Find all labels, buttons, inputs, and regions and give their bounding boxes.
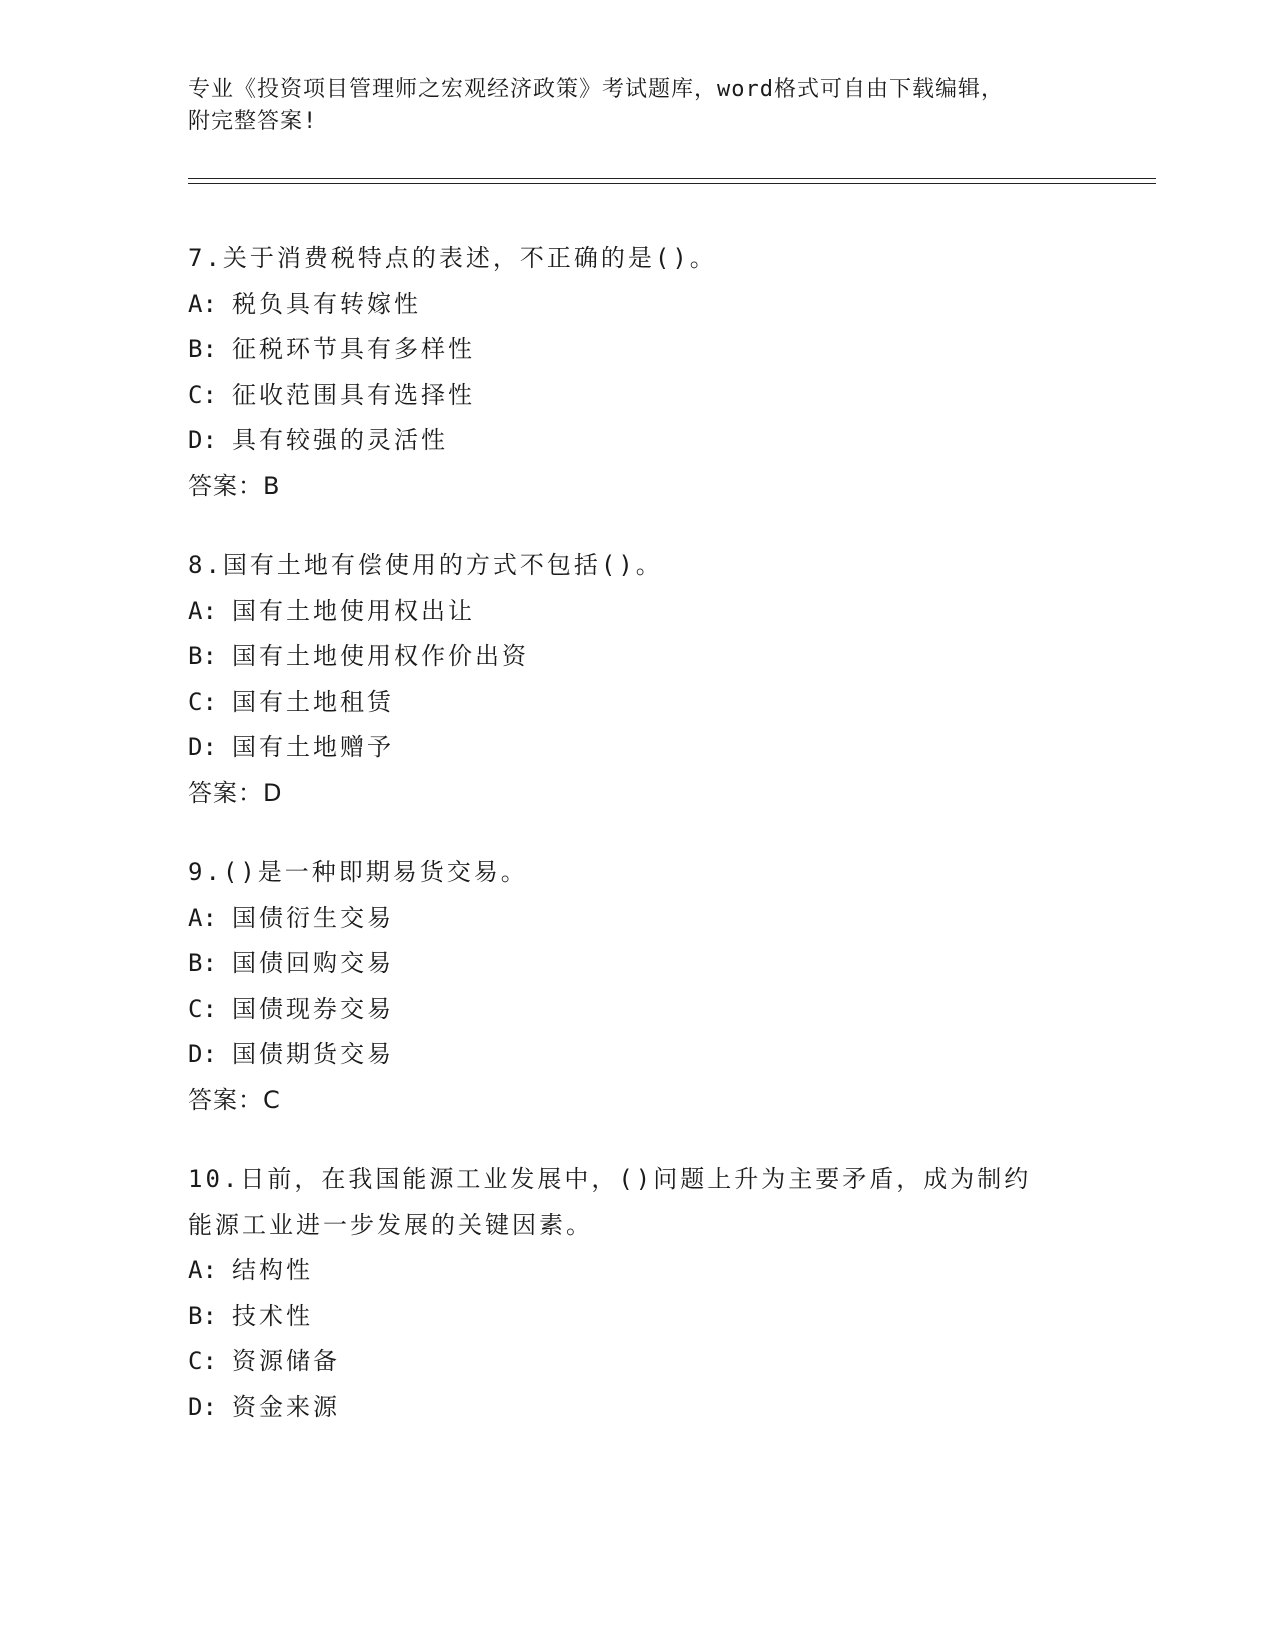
option-c	[188, 373, 1088, 419]
option-b	[188, 941, 1088, 987]
option-key: D:	[188, 1392, 217, 1421]
option-text: 国有土地赠予	[232, 733, 394, 761]
question-stem: 8.国有土地有偿使用的方式不包括()。	[188, 551, 663, 579]
option-a	[188, 896, 1088, 942]
answer-line: 答案：B	[188, 471, 281, 500]
question-list	[188, 236, 1088, 1464]
option-b	[188, 327, 1088, 373]
question-stem-line-1: 10.日前，在我国能源工业发展中，()问题上升为主要矛盾，成为制约	[188, 1165, 1032, 1193]
option-key: B:	[188, 949, 217, 977]
option-c	[188, 680, 1088, 726]
option-b	[188, 634, 1088, 680]
option-text: 国债期货交易	[232, 1040, 394, 1068]
option-key: C:	[188, 687, 217, 716]
option-key: C:	[188, 1347, 217, 1375]
option-text: 税负具有转嫁性	[232, 289, 421, 318]
option-text: 技术性	[232, 1301, 313, 1330]
option-text: 国有土地使用权出让	[232, 596, 475, 625]
question-10	[188, 1157, 1088, 1430]
option-text: 具有较强的灵活性	[232, 426, 448, 454]
question-stem: 7.关于消费税特点的表述，不正确的是()。	[188, 244, 717, 272]
header-divider-top	[188, 178, 1156, 179]
question-7	[188, 236, 1088, 509]
option-key: C:	[188, 994, 217, 1023]
question-8	[188, 543, 1088, 816]
question-stem: 9.()是一种即期易货交易。	[188, 858, 528, 886]
option-key: D:	[188, 1040, 217, 1068]
option-text: 资源储备	[232, 1347, 340, 1375]
answer-line: 答案：C	[188, 1085, 281, 1114]
option-a	[188, 589, 1088, 635]
option-text: 国债回购交易	[232, 949, 394, 977]
option-text: 征税环节具有多样性	[232, 335, 475, 363]
option-text: 征收范围具有选择性	[232, 380, 475, 409]
option-text: 国债现券交易	[232, 994, 394, 1023]
option-a	[188, 1248, 1088, 1294]
option-key: A:	[188, 289, 217, 318]
option-key: D:	[188, 733, 217, 761]
option-a	[188, 282, 1088, 328]
option-key: B:	[188, 642, 217, 670]
option-key: B:	[188, 335, 217, 363]
option-c	[188, 1339, 1088, 1385]
option-d	[188, 1032, 1088, 1078]
option-d	[188, 725, 1088, 771]
option-key: A:	[188, 903, 217, 932]
question-9	[188, 850, 1088, 1123]
option-key: B:	[188, 1301, 217, 1330]
answer-line: 答案：D	[188, 778, 283, 807]
question-stem-line-2: 能源工业进一步发展的关键因素。	[188, 1210, 593, 1239]
option-text: 国有土地使用权作价出资	[232, 642, 529, 670]
option-d	[188, 418, 1088, 464]
option-text: 结构性	[232, 1256, 313, 1284]
option-text: 国债衍生交易	[232, 903, 394, 932]
header-line-2: 附完整答案!	[188, 109, 318, 134]
option-key: A:	[188, 1256, 217, 1284]
header-divider-bottom	[188, 183, 1156, 184]
option-text: 资金来源	[232, 1392, 340, 1421]
option-key: A:	[188, 596, 217, 625]
option-d	[188, 1385, 1088, 1431]
option-text: 国有土地租赁	[232, 687, 394, 716]
option-key: C:	[188, 380, 217, 409]
document-header	[188, 74, 1088, 138]
option-c	[188, 987, 1088, 1033]
option-key: D:	[188, 426, 217, 454]
option-b	[188, 1294, 1088, 1340]
header-line-1: 专业《投资项目管理师之宏观经济政策》考试题库，word格式可自由下载编辑，	[188, 77, 1004, 102]
